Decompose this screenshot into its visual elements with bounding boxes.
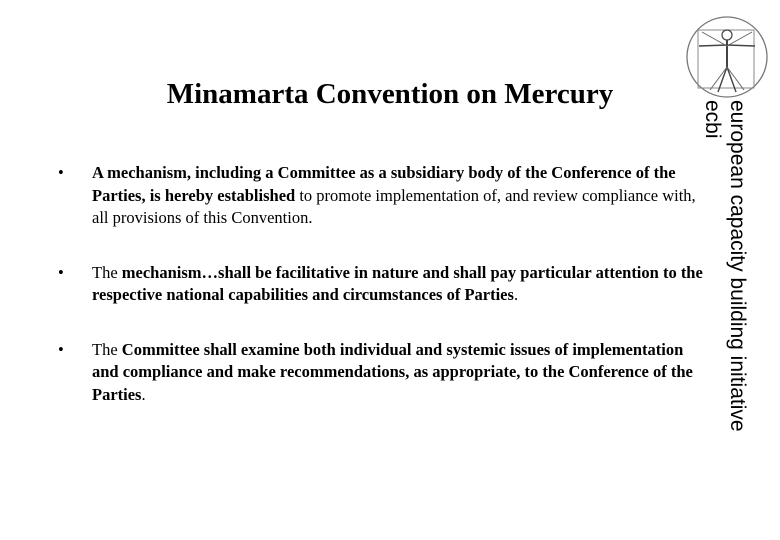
bullet-item [58,339,708,407]
bullet-text: to promote implementation of, and review compliance with, all provisions of this Convention. [92,185,696,227]
slide-title: Minamarta Convention on Mercury [166,78,614,110]
bullet-text-bold: mechanism…shall be facilitative in nature and shall pay particular attention to the respective national capabilities and circumstances of Parties [92,262,703,304]
bullet-dot: • [58,262,64,282]
sidebar-text [695,100,750,520]
bullet-text: The [92,339,122,359]
bullet-text: . [141,384,146,404]
bullet-text-bold: Committee shall examine both individual and systemic issues of implementation and compliance and make recommendations, as appropriate, to the Conference of the Parties [92,339,693,404]
bullet-item [58,162,708,230]
vitruvian-man-icon [682,12,772,102]
bullet-text-bold: A mechanism, including a Committee as a subsidiary body of the Conference of the Parties, is hereby established [92,163,676,205]
bullet-list [58,162,708,406]
bullet-text: The [92,262,122,282]
bullet-dot: • [58,339,64,359]
bullet-dot: • [58,163,64,182]
sidebar-branding [695,100,750,520]
bullet-text: . [513,285,519,304]
sidebar-line-1: european capacity building initiative [726,100,749,432]
bullet-item [58,262,708,307]
sidebar-line-2: ecbi [701,100,724,139]
